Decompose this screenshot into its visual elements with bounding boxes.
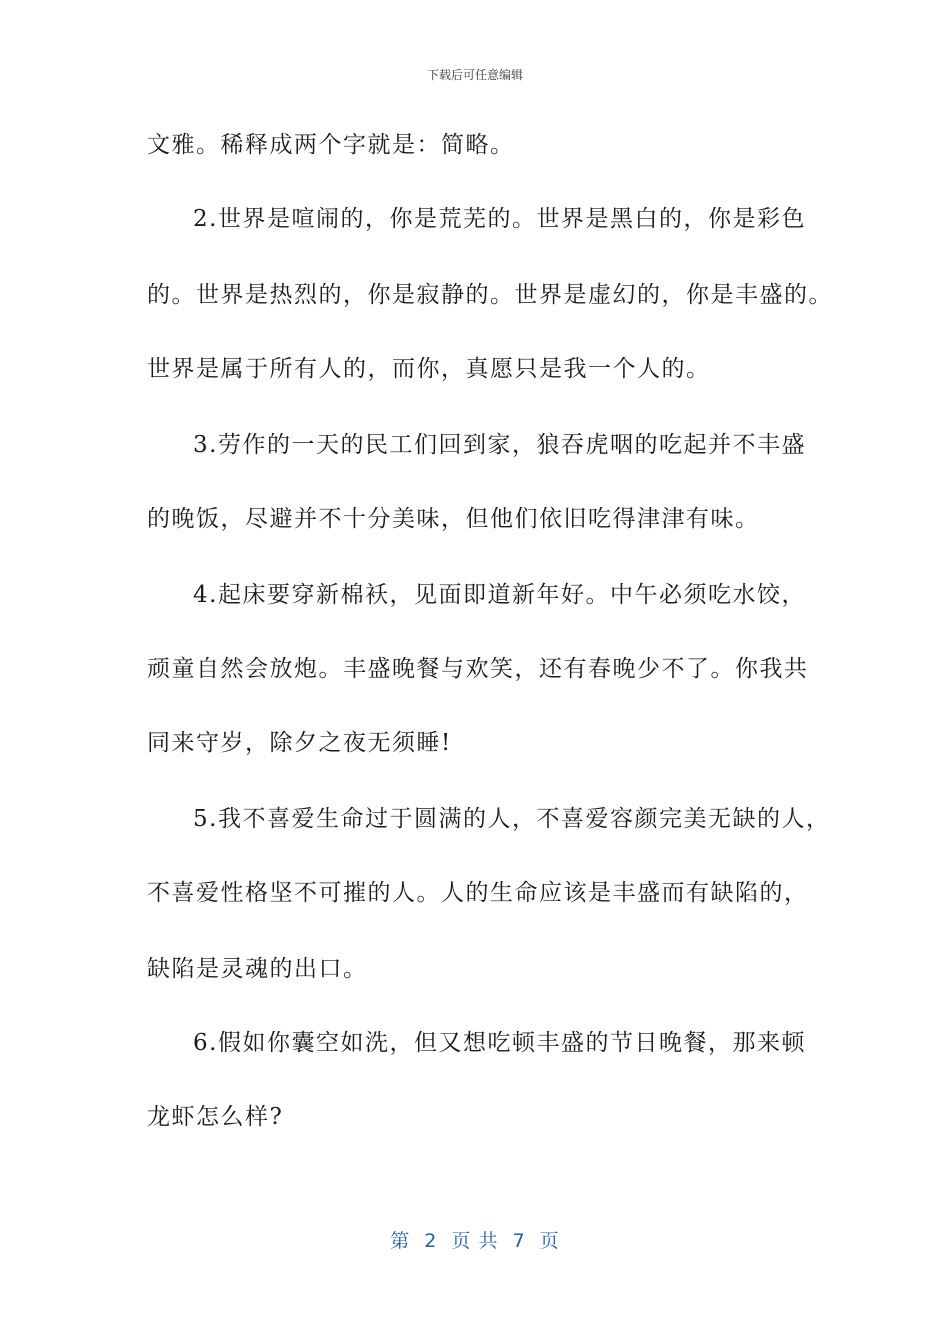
text-line: 6.假如你囊空如洗，但又想吃顿丰盛的节日晚餐，那来顿 xyxy=(193,1030,806,1056)
text-line: 文雅。稀释成两个字就是：简略。 xyxy=(147,132,515,158)
text-line: 4.起床要穿新棉袄，见面即道新年好。中午必须吃水饺， xyxy=(193,582,806,608)
page-number-footer: 第 2 页 共 7 页 xyxy=(390,1230,560,1252)
text-line: 顽童自然会放炮。丰盛晚餐与欢笑，还有春晚少不了。你我共 xyxy=(147,656,809,682)
text-line: 的。世界是热烈的，你是寂静的。世界是虚幻的，你是丰盛的。 xyxy=(147,282,833,308)
text-line: 2.世界是喧闹的，你是荒芜的。世界是黑白的，你是彩色 xyxy=(193,206,806,232)
text-line: 5.我不喜爱生命过于圆满的人，不喜爱容颜完美无缺的人， xyxy=(193,806,831,832)
text-line: 同来守岁，除夕之夜无须睡! xyxy=(147,730,452,756)
page-header-note: 下载后可任意编辑 xyxy=(426,68,523,82)
text-line: 缺陷是灵魂的出口。 xyxy=(147,956,368,982)
text-line: 不喜爱性格坚不可摧的人。人的生命应该是丰盛而有缺陷的， xyxy=(147,880,809,906)
text-line: 龙虾怎么样? xyxy=(147,1104,284,1130)
text-line: 世界是属于所有人的，而你，真愿只是我一个人的。 xyxy=(147,356,711,382)
text-line: 的晚饭，尽避并不十分美味，但他们依旧吃得津津有味。 xyxy=(147,506,760,532)
text-line: 3.劳作的一天的民工们回到家，狼吞虎咽的吃起并不丰盛 xyxy=(193,432,806,458)
